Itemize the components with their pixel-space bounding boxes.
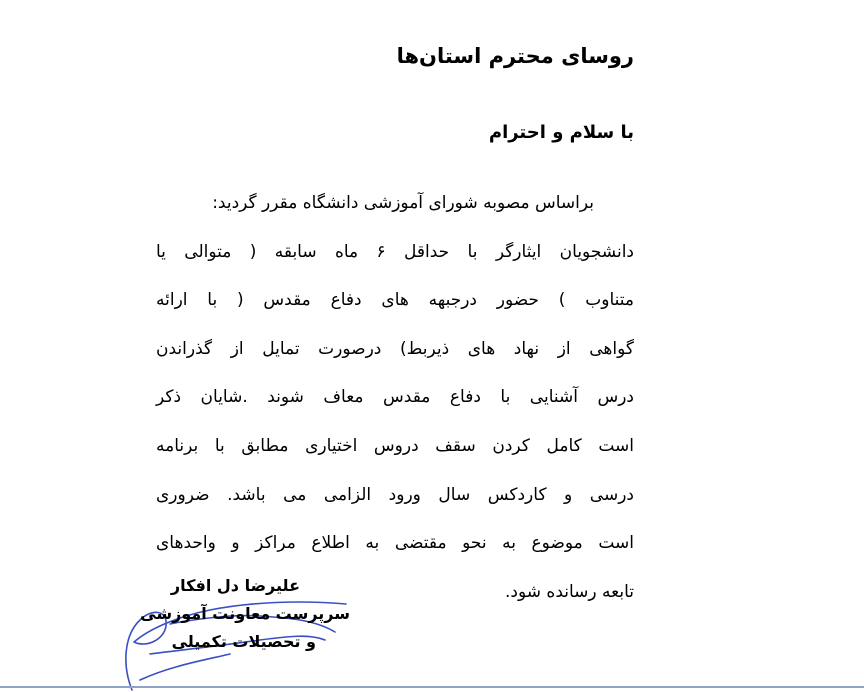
body-line: گواهی از نهاد های ذیربط) درصورت تمایل از گذراندن: [156, 338, 634, 359]
letter-greeting: با سلام و احترام: [488, 122, 634, 143]
signatory-title-continued: و تحصیلات تکمیلی: [171, 632, 316, 651]
body-line: درسی و کاردکس سال ورود الزامی می باشد. ضروری: [156, 484, 634, 505]
letter-heading: روسای محترم استان‌ها: [396, 44, 634, 68]
body-line: دانشجویان ایثارگر با حداقل ۶ ماه سابقه ( متوالی یا: [156, 241, 634, 262]
body-line: است موضوع به نحو مقتضی به اطلاع مراکز و واحدهای: [156, 533, 634, 554]
footer-divider: [0, 686, 864, 688]
signatory-name: علیرضا دل افکار: [170, 576, 300, 595]
signature-block: [120, 572, 350, 656]
body-line: متناوب ) حضور درجبهه های دفاع مقدس ( با ارائه: [156, 290, 634, 311]
signatory-title: سرپرست معاونت آموزشی: [140, 604, 350, 623]
body-line: درس آشنایی با دفاع مقدس معاف شوند .شایان ذکر: [156, 387, 634, 408]
body-line: تابعه رسانده شود.: [505, 581, 634, 602]
body-line: است کامل کردن سقف دروس اختیاری مطابق با برنامه: [156, 435, 634, 456]
letter-body: [156, 185, 634, 622]
body-line: براساس مصوبه شورای آموزشی دانشگاه مقرر گردید:: [212, 193, 594, 213]
